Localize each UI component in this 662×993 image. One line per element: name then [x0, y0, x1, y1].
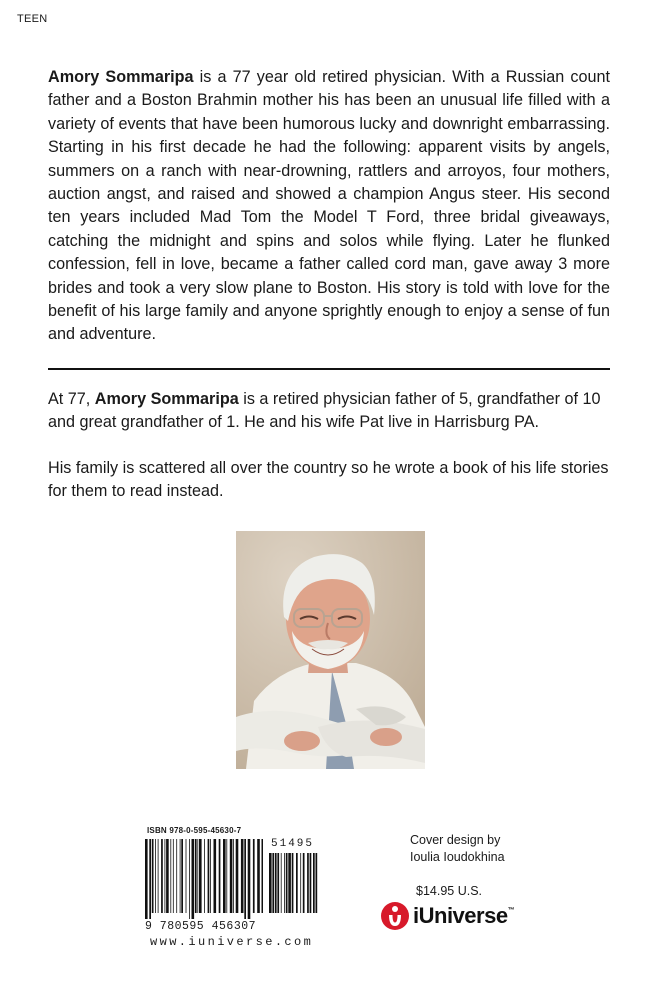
bio-author-name: Amory Sommaripa	[94, 390, 239, 408]
ean-number: 9 780595 456307	[145, 920, 257, 933]
barcode-bar	[262, 839, 264, 913]
barcode-bar	[165, 839, 166, 913]
barcode-bar	[307, 853, 309, 913]
barcode-bar	[195, 839, 197, 913]
barcode-bar	[303, 853, 305, 913]
barcode-bar	[173, 839, 174, 913]
barcode-bar	[214, 839, 217, 913]
isbn-barcode	[145, 826, 325, 951]
barcode-bar	[158, 839, 159, 913]
author-portrait-illustration	[236, 531, 425, 769]
barcode-bar	[257, 839, 260, 913]
barcode-bar	[180, 839, 181, 913]
iuniverse-logo-icon	[380, 901, 410, 931]
bio-prefix: At 77,	[48, 390, 95, 408]
genre-label: TEEN	[17, 13, 48, 25]
barcode-bar	[300, 853, 301, 913]
blurb-author-name: Amory Sommaripa	[48, 68, 194, 86]
barcode-bar	[223, 839, 226, 913]
barcode-bar	[181, 839, 183, 913]
isbn-label: ISBN 978-0-595-45630-7	[147, 826, 242, 835]
barcode-bar	[310, 853, 312, 913]
book-price: $14.95 U.S.	[416, 884, 483, 898]
cover-credit-designer: Ioulia Ioudokhina	[410, 850, 505, 864]
barcode-bar	[272, 853, 274, 913]
barcode-bar	[208, 839, 210, 913]
barcode-bar	[210, 839, 211, 913]
barcode-bar	[199, 839, 202, 913]
author-bio	[48, 388, 618, 435]
barcode-bar	[186, 839, 187, 913]
book-blurb	[48, 66, 610, 347]
cover-credit-line1: Cover design by	[410, 833, 501, 847]
author-photo	[236, 531, 425, 769]
barcode-bar	[248, 839, 251, 919]
trademark-symbol: ™	[507, 907, 515, 914]
barcode-bar	[161, 839, 163, 913]
barcode-bar	[152, 839, 154, 913]
publisher-name-text: iUniverse	[413, 903, 508, 928]
barcode-bar	[192, 839, 195, 919]
barcode-bar	[170, 839, 171, 913]
barcode-addon-bars	[269, 853, 319, 919]
barcode-bar	[241, 839, 244, 913]
price-addon-number: 51495	[271, 838, 315, 850]
barcode-bars	[145, 839, 263, 919]
barcode-bar	[277, 853, 279, 913]
barcode-bar	[275, 853, 277, 913]
barcode-bar	[230, 839, 233, 913]
barcode-bar	[219, 839, 221, 913]
barcode-bar	[313, 853, 315, 913]
barcode-bar	[292, 853, 294, 913]
barcode-bar	[281, 853, 282, 913]
barcode-bar	[197, 839, 198, 913]
barcode-bar	[145, 839, 148, 919]
barcode-bar	[166, 839, 169, 913]
barcode-bar	[296, 853, 298, 913]
section-divider	[48, 368, 610, 370]
barcode-bar	[189, 839, 190, 919]
blurb-text: is a 77 year old retired physician. With a Russian count father and a Boston Brahmin mother his has been an unusual life filled with a variety of events that have been humorous lucky and downright embarrassing. Starting in his first decade he had the following: apparent visits by angels, summers on a ranch with near-drowning, rattlers and arroyos, four mothers, auction angst, and raised and showed a champion Angus steer. His second ten years included Mad Tom the Model T Ford, three bridal giveaways, catching the midnight and spins and solos while flying. Later he flunked confession, fell in love, became a father called cord man, gave away 3 more brides and took a very slow plane to Boston. His story is told with love for the benefit of his large family and anyone sprightly enough to enjoy a sense of fun and adventure.	[48, 68, 610, 344]
bio-text: is a retired physician father of 5, grandfather of 10 and great grandfather of 1. He and his wife Pat live in Harrisburg PA.	[48, 390, 601, 432]
barcode-bar	[244, 839, 246, 919]
barcode-bar	[286, 853, 288, 913]
barcode-bar	[176, 839, 177, 913]
cover-credit	[410, 832, 505, 866]
barcode-bar	[155, 839, 156, 913]
barcode-bar	[253, 839, 255, 913]
barcode-bar	[236, 839, 239, 913]
publisher-name	[413, 903, 514, 929]
barcode-bar	[284, 853, 285, 913]
publisher-website: www.iuniverse.com	[150, 935, 314, 949]
barcode-bar	[316, 853, 318, 913]
publisher-logo	[380, 898, 530, 934]
barcode-bar	[233, 839, 234, 913]
barcode-bar	[149, 839, 151, 919]
barcode-bar	[226, 839, 227, 913]
barcode-bar	[204, 839, 205, 913]
barcode-bar	[269, 853, 272, 913]
author-bio-family: His family is scattered all over the country so he wrote a book of his life stories for them to read instead.	[48, 459, 609, 501]
barcode-bar	[288, 853, 291, 913]
